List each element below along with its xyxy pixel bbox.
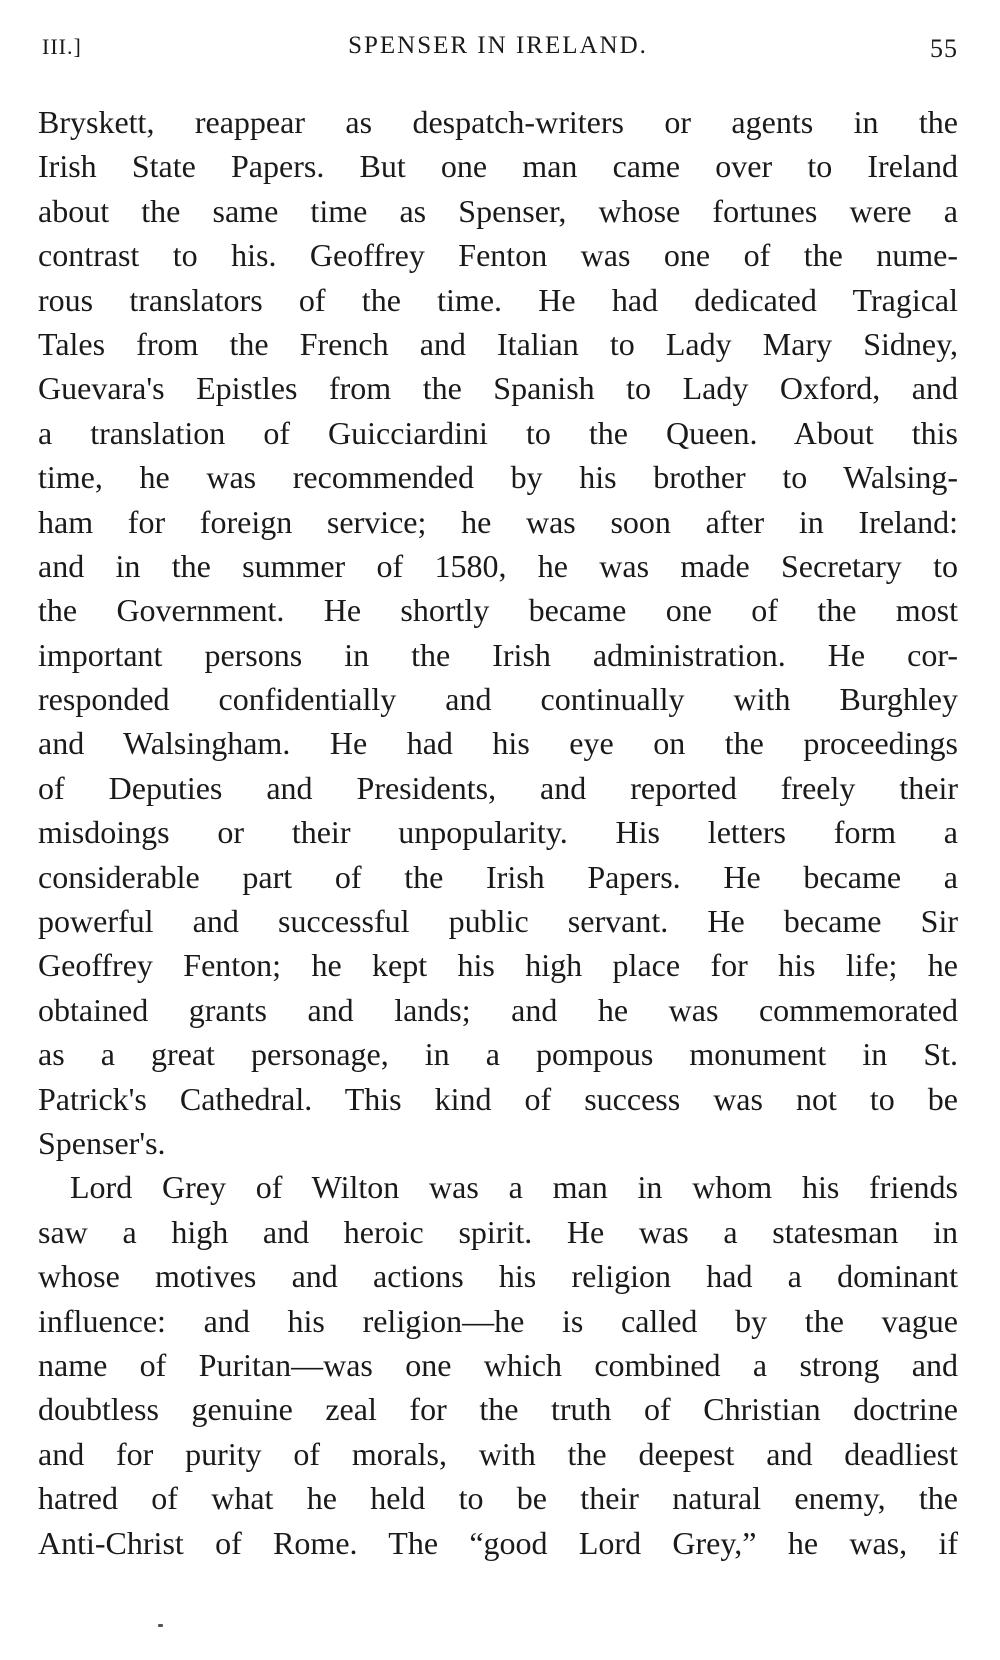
text-line: Lord Grey of Wilton was a man in whom his friends [70, 1169, 958, 1206]
text-line: time, he was recommended by his brother to Walsing- [38, 459, 958, 496]
paragraph-2 [38, 1165, 958, 1565]
text-line: contrast to his. Geoffrey Fenton was one of the nume- [38, 237, 958, 274]
text-line: responded confidentially and continually with Burghley [38, 681, 958, 718]
text-line: Tales from the French and Italian to Lady Mary Sidney, [38, 325, 958, 362]
text-line: Patrick's Cathedral. This kind of success was not to be [38, 1080, 958, 1117]
text-line: powerful and successful public servant. He became Sir [38, 903, 958, 940]
text-line: considerable part of the Irish Papers. He became a [38, 858, 958, 895]
text-line: Spenser's. [38, 1124, 166, 1161]
running-head [38, 26, 958, 66]
text-line: Guevara's Epistles from the Spanish to Lady Oxford, and [38, 370, 958, 407]
text-line: Geoffrey Fenton; he kept his high place for his life; he [38, 947, 958, 984]
text-line: Irish State Papers. But one man came over to Ireland [38, 148, 958, 185]
text-line: misdoings or their unpopularity. His letters form a [38, 814, 958, 851]
text-line: hatred of what he held to be their natural enemy, the [38, 1480, 958, 1517]
body-text [38, 100, 958, 1565]
text-line: as a great personage, in a pompous monument in St. [38, 1036, 958, 1073]
text-line: saw a high and heroic spirit. He was a statesman in [38, 1213, 958, 1250]
text-line: of Deputies and Presidents, and reported freely their [38, 769, 958, 806]
text-line: the Government. He shortly became one of the most [38, 592, 958, 629]
text-line: rous translators of the time. He had dedicated Tragical [38, 281, 958, 318]
text-line: and Walsingham. He had his eye on the proceedings [38, 725, 958, 762]
running-title: SPENSER IN IRELAND. [348, 32, 648, 59]
text-line: whose motives and actions his religion had a dominant [38, 1258, 958, 1295]
chapter-marker: III.] [42, 34, 82, 59]
text-line: important persons in the Irish administration. He cor- [38, 636, 958, 673]
ink-speck [158, 1624, 163, 1627]
text-line: obtained grants and lands; and he was commemorated [38, 991, 958, 1028]
text-line: Bryskett, reappear as despatch-writers or agents in the [38, 104, 958, 140]
page-number: 55 [930, 34, 958, 63]
text-line: name of Puritan—was one which combined a strong and [38, 1346, 958, 1383]
text-line: and in the summer of 1580, he was made Secretary to [38, 547, 958, 584]
text-line: ham for foreign service; he was soon after in Ireland: [38, 503, 958, 540]
text-line: influence: and his religion—he is called by the vague [38, 1302, 958, 1339]
text-line: and for purity of morals, with the deepest and deadliest [38, 1435, 958, 1472]
text-line: about the same time as Spenser, whose fortunes were a [38, 192, 958, 229]
text-line: Anti-Christ of Rome. The “good Lord Grey,” he was, if [38, 1524, 958, 1561]
paragraph-1 [38, 100, 958, 1165]
text-line: doubtless genuine zeal for the truth of Christian doctrine [38, 1391, 958, 1428]
text-line: a translation of Guicciardini to the Queen. About this [38, 414, 958, 451]
